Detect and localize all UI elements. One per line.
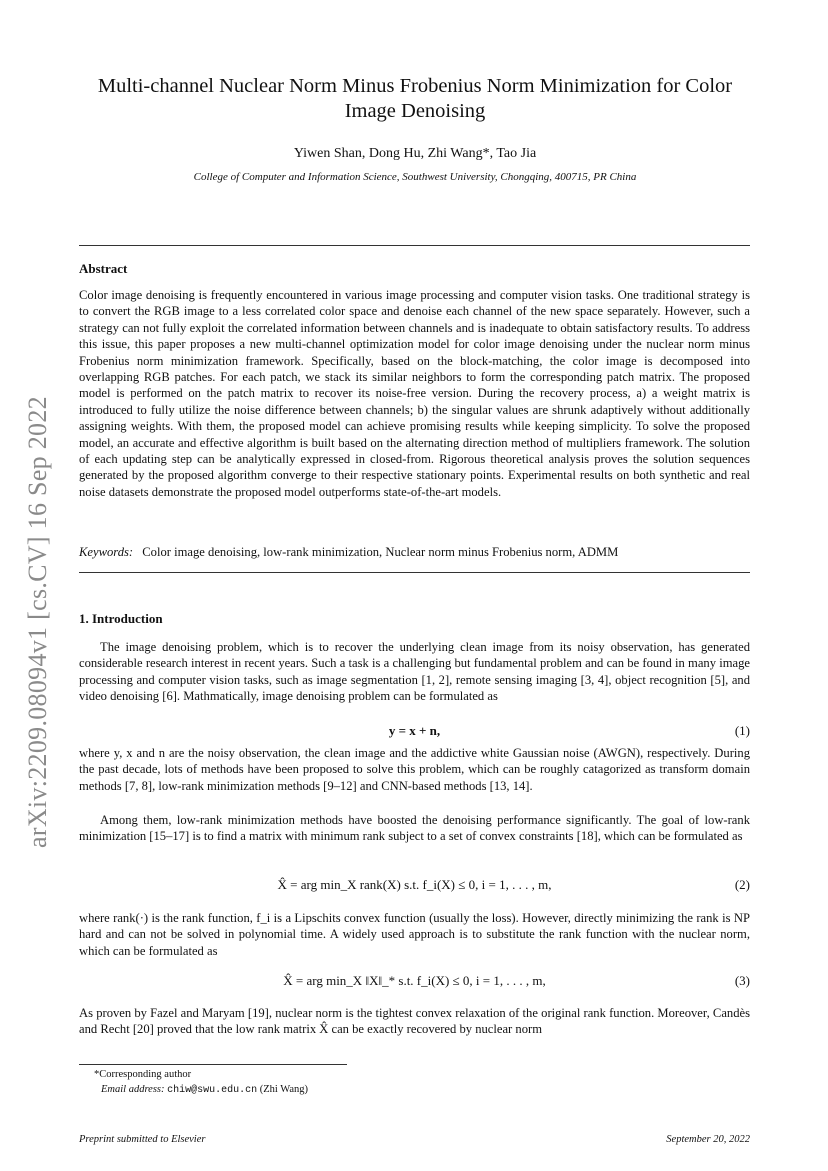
email-label: Email address: — [101, 1084, 165, 1095]
intro-paragraph-4: where rank(·) is the rank function, f_i is a Lipschits convex function (usually the loss). However, directly minimizing the rank is NP hard and can not be solved in polynomial time. A widely used approach is to substitute the rank function with the nuclear norm, which can be formulated as — [79, 911, 750, 958]
arxiv-sidebar-stamp — [12, 362, 64, 882]
preprint-date: September 20, 2022 — [666, 1134, 750, 1145]
bottom-divider — [79, 572, 750, 573]
affiliation: College of Computer and Information Science, Southwest University, Chongqing, 400715, PR China — [193, 171, 637, 183]
keywords-label: Keywords: — [79, 545, 134, 559]
equation-1-body: y = x + n, — [388, 723, 441, 738]
equation-3-body: X̂ = arg min_X ‖X‖_* s.t. f_i(X) ≤ 0, i = 1, . . . , m, — [283, 973, 546, 988]
paper-title: Multi-channel Nuclear Norm Minus Frobenius Norm Minimization for Color Image Denoising — [97, 75, 733, 122]
footnote-divider — [79, 1064, 347, 1065]
author-list: Yiwen Shan, Dong Hu, Zhi Wang*, Tao Jia — [293, 146, 537, 161]
equation-2-body: X̂ = arg min_X rank(X) s.t. f_i(X) ≤ 0, i = 1, . . . , m, — [277, 877, 552, 892]
keywords-line — [79, 545, 750, 560]
email-address[interactable]: chiw@swu.edu.cn — [167, 1085, 258, 1096]
equation-1-number: (1) — [734, 723, 750, 738]
intro-paragraph-1: The image denoising problem, which is to recover the underlying clean image from its noisy observation, has generated considerable research interest in recent years. Such a task is a challenging but fundamental problem and can be found in many image processing and computer vision tasks, such as image segmentation [1, 2], remote sensing imaging [3, 4], object recognition [5], and video denoising [6]. Mathmatically, image denoising problem can be formulated as — [79, 640, 750, 704]
equation-1 — [79, 723, 750, 741]
equation-3 — [79, 973, 750, 991]
intro-paragraph-5: As proven by Fazel and Maryam [19], nuclear norm is the tightest convex relaxation of the original rank function. Moreover, Candès and Recht [20] proved that the low rank matrix X̂ can be exactly recovered by nuclear norm — [79, 1006, 750, 1037]
footnote-corresponding: *Corresponding author — [94, 1069, 192, 1080]
equation-2 — [79, 877, 750, 895]
equation-2-number: (2) — [734, 877, 750, 892]
section-heading: 1. Introduction — [79, 611, 163, 626]
email-name: (Zhi Wang) — [259, 1084, 308, 1095]
abstract-text: Color image denoising is frequently encountered in various image processing and computer vision tasks. One traditional strategy is to convert the RGB image to a less correlated color space and denoise each channel of the new space separately. However, such a strategy can not fully exploit the correlated information between channels and is inadequate to obtain satisfactory results. To address this issue, this paper proposes a new multi-channel optimization model for color image denoising under the nuclear norm minus Frobenius norm minimization framework. Specifically, based on the block-matching, the color image is decomposed into overlapping RGB patches. For each patch, we stack its similar neighbors to form the corresponding patch matrix. The proposed model is performed on the patch matrix to recover its noise-free version. During the recovery process, a) a weight matrix is introduced to fully utilize the noise difference between channels; b) the singular values are shrunk adaptively without additionally assigning weights. With them, the proposed model can achieve promising results while keeping simplicity. To solve the proposed model, an accurate and effective algorithm is built based on the alternating direction method of multipliers framework. The solution of each updating step can be analytically expressed in closed-from. Rigorous theoretical analysis proves the solution sequences generated by the proposed algorithm converge to their respective stationary points. Experimental results on both synthetic and real noise datasets demonstrate the proposed model outperforms state-of-the-art models. — [79, 288, 750, 499]
equation-3-number: (3) — [734, 973, 750, 988]
keywords-text: Color image denoising, low-rank minimization, Nuclear norm minus Frobenius norm, ADMM — [142, 545, 619, 559]
arxiv-identifier: arXiv:2209.08094v1 [cs.CV] 16 Sep 2022 — [23, 396, 52, 848]
footnote-email — [101, 1084, 308, 1096]
abstract-heading: Abstract — [79, 261, 128, 276]
intro-paragraph-3: Among them, low-rank minimization methods have boosted the denoising performance significantly. The goal of low-rank minimization [15–17] is to find a matrix with minimum rank subject to a set of convex constraints [18], which can be formulated as — [79, 813, 750, 844]
intro-paragraph-2: where y, x and n are the noisy observation, the clean image and the addictive white Gaussian noise (AWGN), respectively. During the past decade, lots of methods have been proposed to solve this problem, which can be roughly catagorized as transform domain methods [7, 8], low-rank minimization methods [9–12] and CNN-based methods [13, 14]. — [79, 746, 750, 793]
top-divider — [79, 245, 750, 246]
preprint-note: Preprint submitted to Elsevier — [79, 1134, 206, 1145]
